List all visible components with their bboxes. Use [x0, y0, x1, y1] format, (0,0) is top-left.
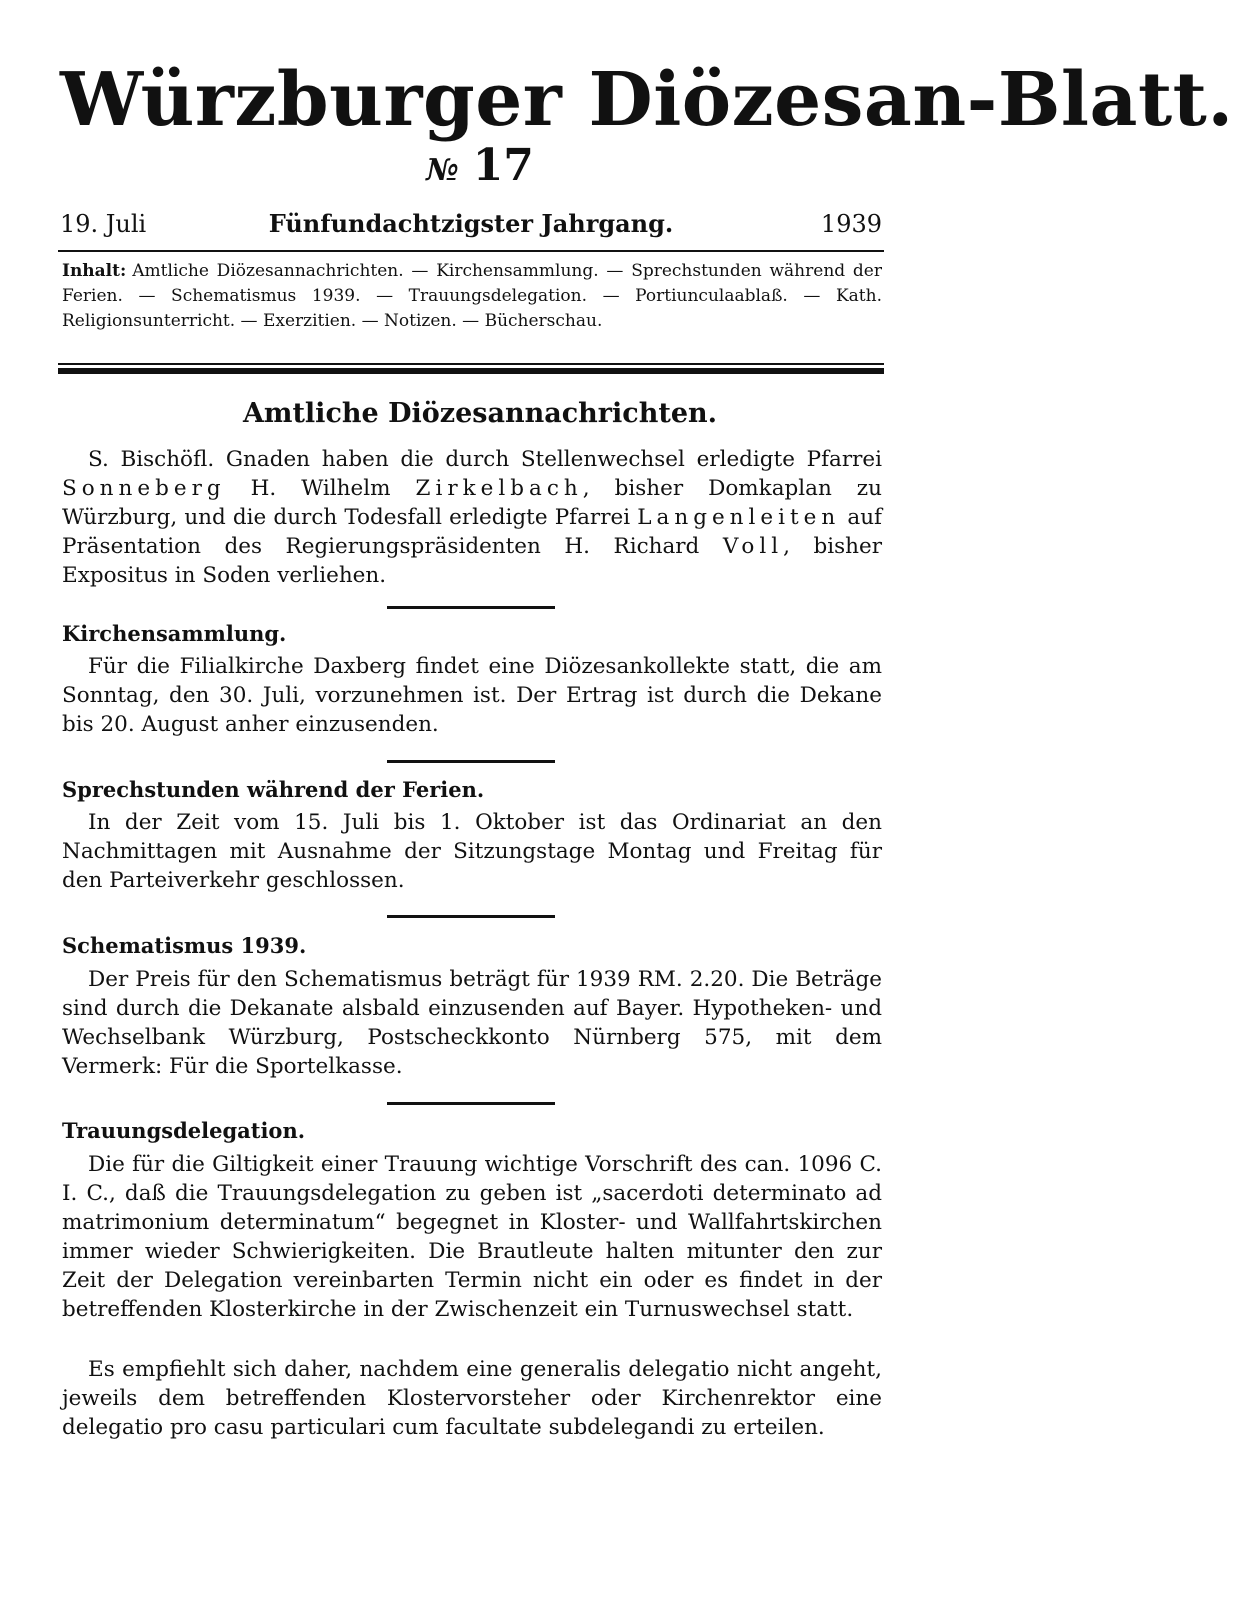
- name-zirkelbach: Zirkelbach: [415, 476, 583, 501]
- appointments-paragraph: [62, 445, 882, 590]
- section-title: Amtliche Diözesannachrichten.: [242, 398, 718, 429]
- issue-date: 19. Juli: [60, 210, 147, 238]
- contents-divider-bottom: [58, 368, 884, 374]
- schematismus-text: Der Preis für den Schematismus beträgt für 1939 RM. 2.20. Die Beträge sind durch die Dekanate alsbald einzusenden auf Bayer. Hypotheken- und Wechselbank Würzburg, Postscheckkonto Nürnberg 575, mit dem Vermerk: Für die Sportelkasse.: [62, 967, 882, 1079]
- appointments-text-2: H. Wilhelm: [225, 476, 416, 501]
- trauungsdelegation-text-1: Die für die Giltigkeit einer Trauung wichtige Vorschrift des can. 1096 C. I. C., daß die Trauungsdelegation zu geben ist „sacerdoti determinato ad matrimonium determinatum“ begegnet in Kloster- und Wallfahrtskirchen immer wieder Schwierigkeiten. Die Brautleute halten mitunter den zur Zeit der Delegation vereinbarten Termin nicht ein oder es findet in der betreffenden Klosterkirche in der Zwischenzeit ein Turnuswechsel statt.: [62, 1152, 882, 1322]
- heading-schematismus: Schematismus 1939.: [62, 933, 307, 958]
- heading-sprechstunden: Sprechstunden während der Ferien.: [62, 777, 485, 802]
- table-of-contents: [62, 259, 882, 334]
- parish-sonneberg: Sonneberg: [62, 476, 226, 501]
- issue-number-value: 17: [472, 140, 534, 191]
- separator: [387, 1102, 555, 1105]
- volume-label: Fünfundachtzigster Jahrgang.: [268, 209, 674, 238]
- appointments-text-5: , bisher Expositus in Soden verliehen.: [62, 534, 882, 588]
- issue-year: 1939: [820, 210, 882, 238]
- dateline: [60, 206, 882, 242]
- sprechstunden-text: In der Zeit vom 15. Juli bis 1. Oktober ist das Ordinariat an den Nachmittagen mit Ausnahme der Sitzungstage Montag und Freitag für den Parteiverkehr geschlossen.: [62, 810, 882, 893]
- masthead-title: Würzburger Diözesan-Blatt.: [60, 57, 1234, 143]
- issue-number: [0, 140, 960, 197]
- appointments-text-4: auf Präsentation des Regierungspräsidenten H. Richard: [62, 505, 882, 559]
- name-voll: Voll: [722, 534, 784, 559]
- header-divider: [58, 250, 884, 252]
- kirchensammlung-text: Für die Filialkirche Daxberg findet eine Diözesankollekte statt, die am Sonntag, den 30. Juli, vorzunehmen ist. Der Ertrag ist durch die Dekane bis 20. August anher einzusenden.: [62, 654, 882, 737]
- heading-kirchensammlung: Kirchensammlung.: [62, 621, 287, 646]
- trauungsdelegation-text-2: Es empfiehlt sich daher, nachdem eine generalis delegatio nicht angeht, jeweils dem betreffenden Klostervorsteher oder Kirchenrektor eine delegatio pro casu particulari cum facultate subdelegandi zu erteilen.: [62, 1357, 882, 1440]
- separator: [387, 606, 555, 609]
- issue-symbol: №: [426, 153, 459, 188]
- contents-divider-top: [58, 363, 884, 365]
- parish-langenleiten: Langenleiten: [637, 505, 841, 530]
- separator: [387, 760, 555, 763]
- contents-label: Inhalt:: [62, 261, 127, 281]
- appointments-text-3: , bisher Domkaplan zu Würzburg, und die durch Todesfall erledigte Pfarrei: [62, 476, 882, 530]
- separator: [387, 915, 555, 918]
- contents-text: Amtliche Diözesannachrichten. — Kirchensammlung. — Sprechstunden während der Ferien. — Schematismus 1939. — Trauungsdelegation. — Portiunculaablaß. — Kath. Religionsunterricht. — Exerzitien. — Notizen. — Bücherschau.: [62, 261, 882, 331]
- heading-trauungsdelegation: Trauungsdelegation.: [62, 1118, 306, 1143]
- appointments-text-1: S. Bischöfl. Gnaden haben die durch Stellenwechsel erledigte Pfarrei: [88, 447, 882, 472]
